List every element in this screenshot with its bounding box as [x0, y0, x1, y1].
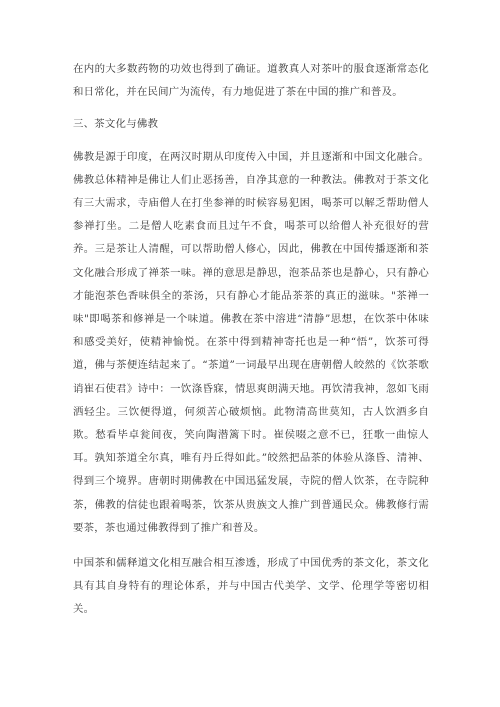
- conclusion-paragraph: 中国茶和儒释道文化相互融合相互渗透，形成了中国优秀的茶文化，茶文化具有其自身特有的理论体系，并与中国古代美学、文学、伦理学等密切相关。: [73, 557, 429, 616]
- intro-paragraph: 在内的大多数药物的功效也得到了确证。道教真人对茶叶的服食逐渐常态化和日常化，并在民间广为流传，有力地促进了茶在中国的推广和普及。: [73, 63, 429, 99]
- document-page: [73, 58, 429, 622]
- body-paragraph: 佛教是源于印度，在两汉时期从印度传入中国，并且逐渐和中国文化融合。佛教总体精神是佛让人们止恶扬善，自净其意的一种教法。佛教对于茶文化有三大需求，寺庙僧人在打坐参禅的时候容易犯困，喝茶可以解乏帮助僧人参禅打坐。二是僧人吃素食而且过午不食，喝茶可以给僧人补充很好的营养。三是茶让人清醒，可以帮助僧人修心，因此，佛教在中国传播逐渐和茶文化融合形成了禅茶一味。禅的意思是静思，泡茶品茶也是静心，只有静心才能泡茶色香味俱全的茶汤，只有静心才能品茶茶的真正的滋味。"茶禅一味"即喝茶和修禅是一个味道。佛教在茶中溶进“清静”思想，在饮茶中体味和感受美好，使精神愉悦。在茶中得到精神寄托也是一种“悟”，饮茶可得道，佛与茶便连结起来了。“茶道”一词最早出现在唐朝僧人皎然的《饮茶歌诮崔石使君》诗中：一饮涤昏寐，情思爽朗满天地。再饮清我神，忽如飞雨洒轻尘。三饮便得道，何须苦心破烦恼。此物清高世莫知，古人饮酒多自欺。愁看毕卓瓮间夜，笑向陶潜篱下时。崔侯啜之意不已，狂歌一曲惊人耳。孰知茶道全尔真，唯有丹丘得如此。”皎然把品茶的体验从涤昏、清神、得到三个境界。唐朝时期佛教在中国迅猛发展，寺院的僧人饮茶，在寺院种茶，佛教的信徒也跟着喝茶，饮茶从贵族文人推广到普通民众。佛教修行需要茶，茶也通过佛教得到了推广和普及。: [73, 150, 429, 534]
- section-heading: 三、茶文化与佛教: [73, 118, 159, 131]
- spacer: [73, 137, 429, 146]
- spacer: [73, 540, 429, 552]
- spacer: [73, 104, 429, 113]
